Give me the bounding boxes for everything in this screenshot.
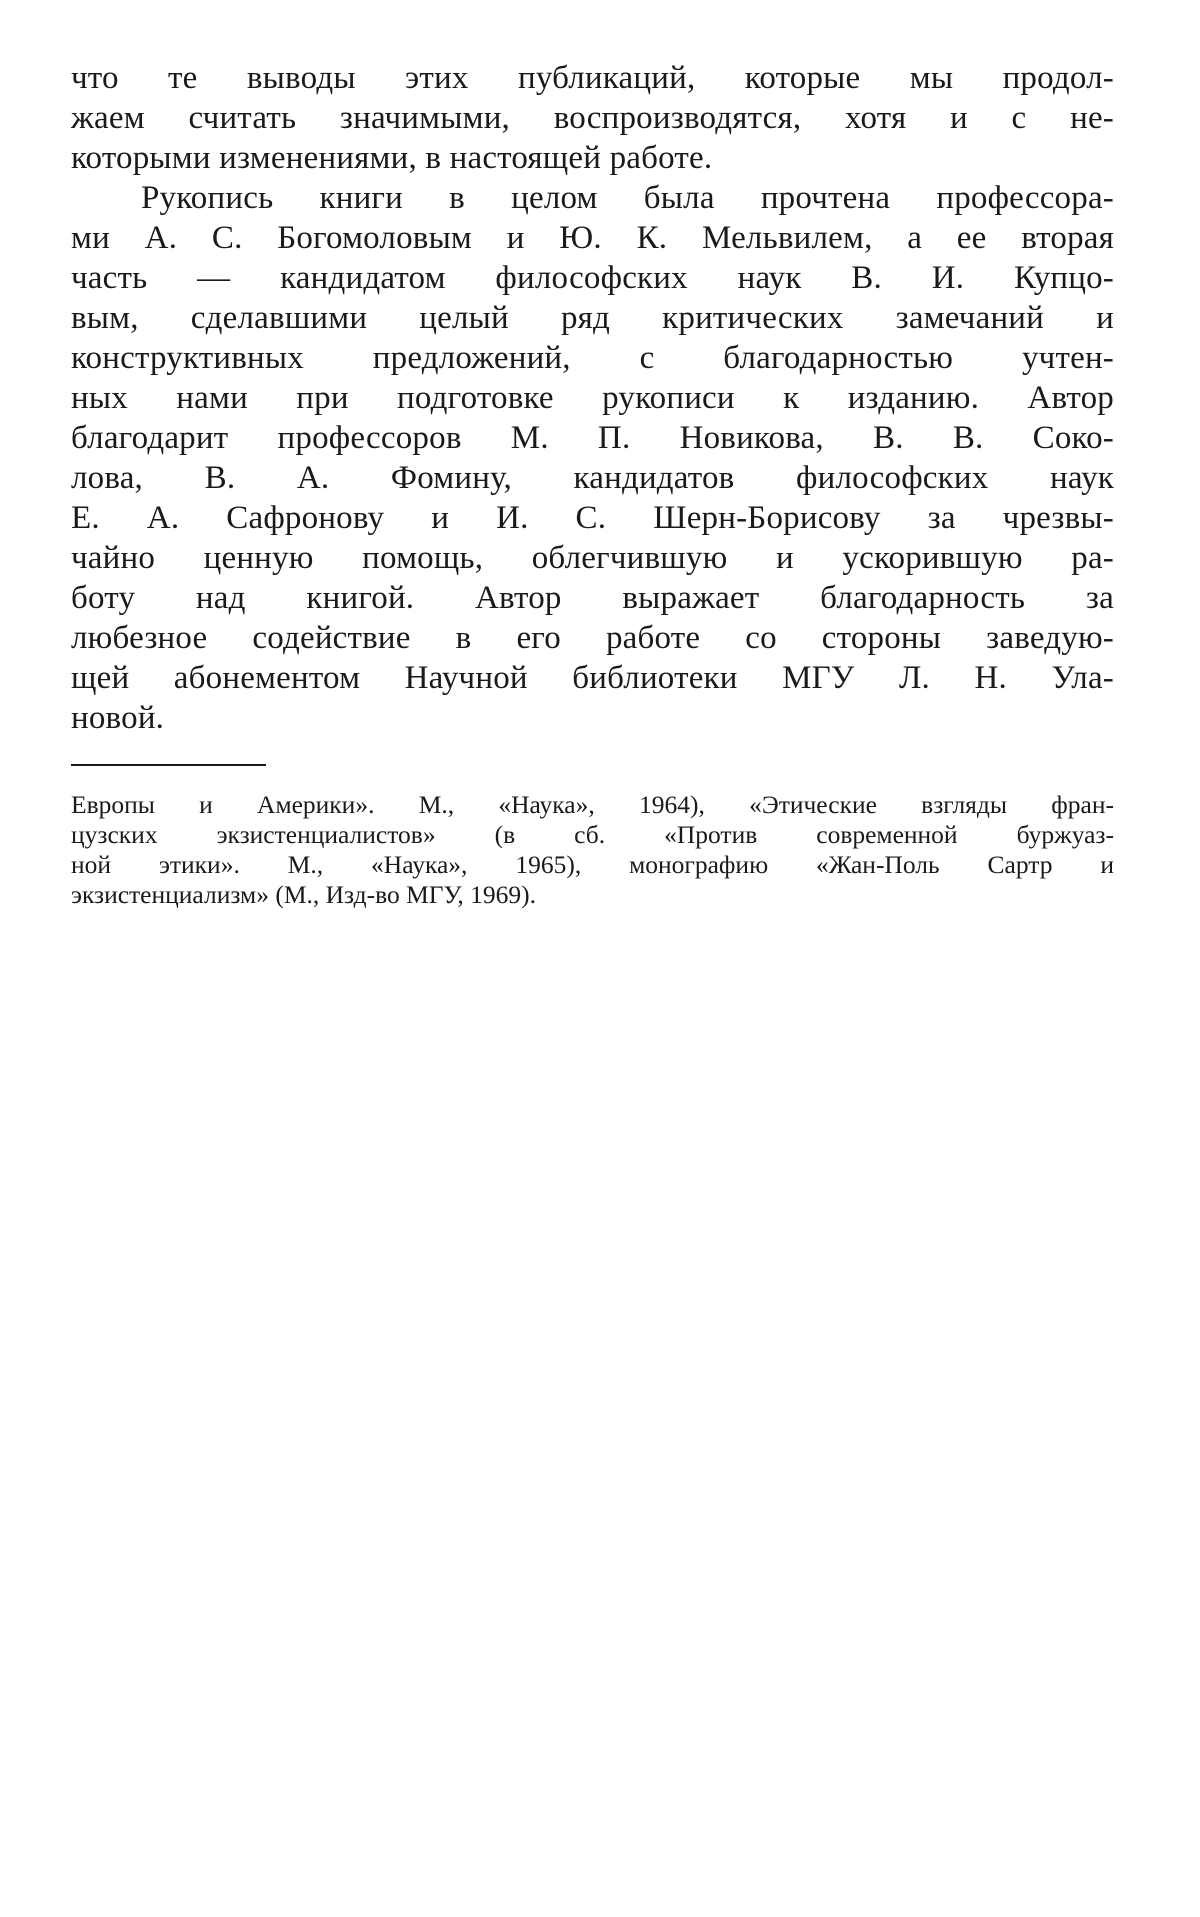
body-line: щей абонементом Научной библиотеки МГУ Л. Н. Ула- xyxy=(71,660,1114,696)
footnote-line: экзистенциализм» (М., Изд-во МГУ, 1969). xyxy=(71,880,537,909)
body-line: Рукопись книги в целом была прочтена профессора- xyxy=(141,180,1114,216)
body-line: которыми изменениями, в настоящей работе. xyxy=(71,140,713,176)
body-line: благодарит профессоров М. П. Новикова, В. В. Соко- xyxy=(71,420,1114,456)
footnote-line: ной этики». М., «Наука», 1965), монографию «Жан-Поль Сартр и xyxy=(71,850,1114,879)
body-line: что те выводы этих публикаций, которые мы продол- xyxy=(71,60,1114,96)
body-line: конструктивных предложений, с благодарностью учтен- xyxy=(71,340,1114,376)
body-line: лова, В. А. Фомину, кандидатов философских наук xyxy=(71,460,1114,496)
body-line: новой. xyxy=(71,700,165,736)
body-line: часть — кандидатом философских наук В. И. Купцо- xyxy=(71,260,1114,296)
body-line: жаем считать значимыми, воспроизводятся, хотя и с не- xyxy=(71,100,1114,136)
body-line: чайно ценную помощь, облегчившую и ускорившую ра- xyxy=(71,540,1114,576)
footnote-line: Европы и Америки». М., «Наука», 1964), «Этические взгляды фран- xyxy=(71,790,1114,819)
footnote-separator xyxy=(71,764,266,766)
body-line: вым, сделавшими целый ряд критических замечаний и xyxy=(71,300,1114,336)
body-line: ми А. С. Богомоловым и Ю. К. Мельвилем, а ее вторая xyxy=(71,220,1114,256)
body-line: боту над книгой. Автор выражает благодарность за xyxy=(71,580,1114,616)
body-line: Е. А. Сафронову и И. С. Шерн-Борисову за чрезвы- xyxy=(71,500,1114,536)
footnote-line: цузских экзистенциалистов» (в сб. «Против современной буржуаз- xyxy=(71,820,1114,849)
body-line: любезное содействие в его работе со стороны заведую- xyxy=(71,620,1114,656)
body-line: ных нами при подготовке рукописи к изданию. Автор xyxy=(71,380,1114,416)
